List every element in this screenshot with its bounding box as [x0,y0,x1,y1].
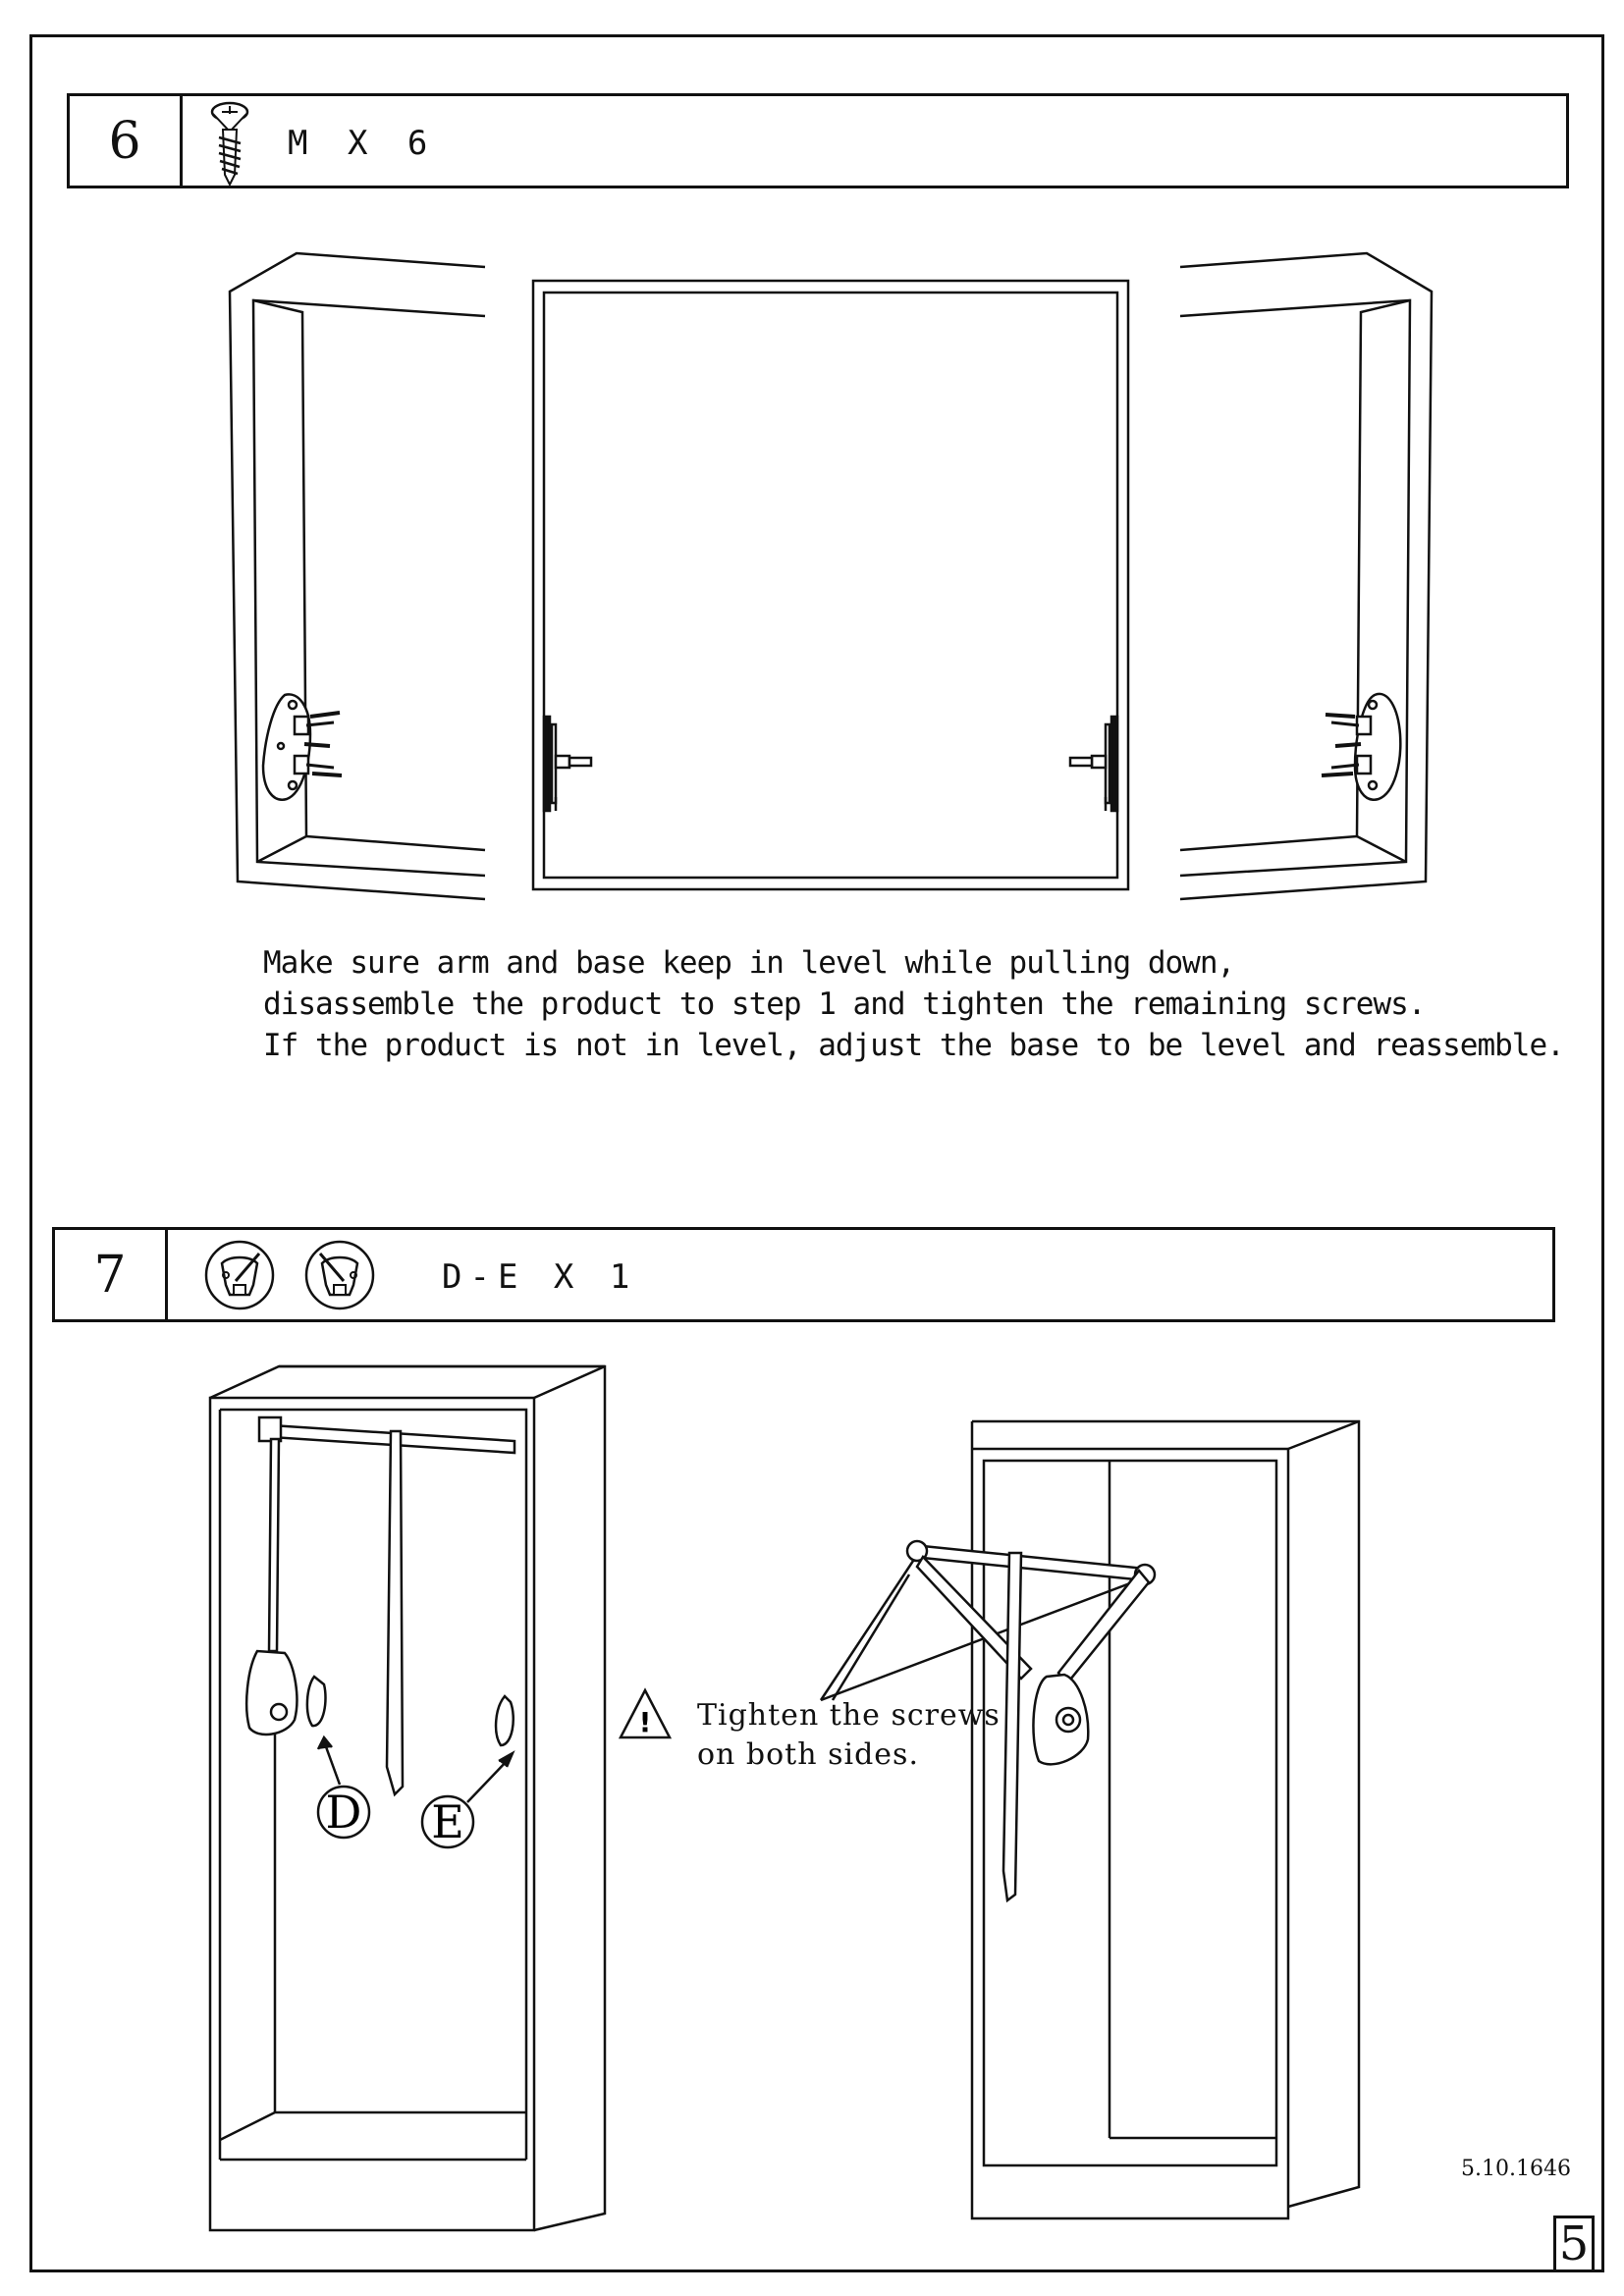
step-7-number: 7 [55,1230,168,1319]
step-6-number: 6 [70,96,183,186]
callout-e: E [431,1795,464,1848]
step-7-parts-label: D-E X 1 [442,1257,638,1297]
step-6-parts-label: M X 6 [288,124,438,163]
instruction-line: Make sure arm and base keep in level while pulling down, [263,945,1235,981]
left-pull-down-rail [246,1417,514,1794]
page-number: 5 [1553,2216,1595,2272]
warning-line: on both sides. [697,1737,919,1772]
warning-text [697,1696,1001,1775]
document-code: 5.10.1646 [1461,2157,1571,2181]
instruction-line: If the product is not in level, adjust the base to be level and reassemble. [263,1028,1564,1063]
callout-d: D [325,1786,362,1839]
warning-line: Tighten the screws [697,1698,1001,1733]
instruction-line: disassemble the product to step 1 and tighten the remaining screws. [263,987,1426,1022]
warning-exclamation: ! [638,1706,652,1738]
